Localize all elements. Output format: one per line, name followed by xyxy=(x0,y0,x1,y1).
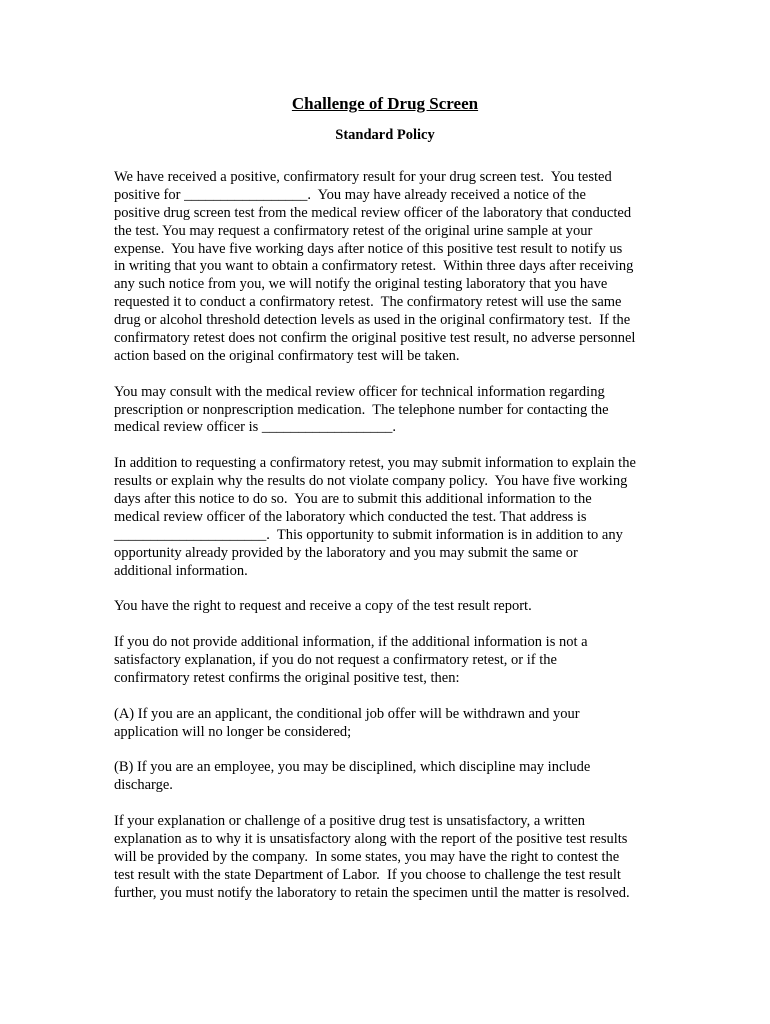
paragraph-employee xyxy=(114,759,674,795)
text-line: explanation as to why it is unsatisfactory along with the report of the positive test results xyxy=(114,830,628,847)
text-line: in writing that you want to obtain a confirmatory retest. Within three days after receiving xyxy=(114,258,634,275)
text-line: If you do not provide additional information, if the additional information is not a xyxy=(114,634,588,651)
text-line: _____________________. This opportunity to submit information is in addition to any xyxy=(114,526,623,543)
text-line: requested it to conduct a confirmatory retest. The confirmatory retest will use the same xyxy=(114,294,622,311)
text-line: test result with the state Department of Labor. If you choose to challenge the test result xyxy=(114,866,621,883)
text-line: action based on the original confirmatory test will be taken. xyxy=(114,347,460,364)
paragraph-retest-notice xyxy=(114,169,674,366)
text-line: additional information. xyxy=(114,562,248,579)
paragraph-additional-info xyxy=(114,455,674,580)
text-line: confirmatory retest confirms the original positive test, then: xyxy=(114,669,460,686)
text-line: further, you must notify the laboratory to retain the specimen until the matter is resolved. xyxy=(114,884,630,901)
paragraph-applicant xyxy=(114,706,674,742)
text-line: expense. You have five working days after notice of this positive test result to notify us xyxy=(114,240,623,257)
text-line: (B) If you are an employee, you may be disciplined, which discipline may include xyxy=(114,759,591,776)
text-line: If your explanation or challenge of a positive drug test is unsatisfactory, a written xyxy=(114,813,585,830)
paragraph-mro-consult xyxy=(114,384,674,438)
text-line: You may consult with the medical review officer for technical information regarding xyxy=(114,383,605,400)
text-line: (A) If you are an applicant, the conditional job offer will be withdrawn and your xyxy=(114,705,580,722)
text-line: You have the right to request and receive a copy of the test result report. xyxy=(114,598,532,615)
text-line: satisfactory explanation, if you do not request a confirmatory retest, or if the xyxy=(114,652,557,669)
text-line: opportunity already provided by the laboratory and you may submit the same or xyxy=(114,544,578,561)
text-line: In addition to requesting a confirmatory retest, you may submit information to explain the xyxy=(114,455,636,472)
text-line: the test. You may request a confirmatory retest of the original urine sample at your xyxy=(114,222,593,239)
text-line: medical review officer of the laboratory which conducted the test. That address is xyxy=(114,508,587,525)
document-title xyxy=(0,94,770,114)
text-line: application will no longer be considered; xyxy=(114,723,352,740)
text-line: positive drug screen test from the medical review officer of the laboratory that conducted xyxy=(114,204,632,221)
text-line: confirmatory retest does not confirm the original positive test result, no adverse personnel xyxy=(114,330,636,347)
text-line: any such notice from you, we will notify the original testing laboratory that you have xyxy=(114,276,608,293)
paragraph-conditions xyxy=(114,634,674,688)
text-line: will be provided by the company. In some states, you may have the right to contest the xyxy=(114,848,620,865)
document-subtitle: Standard Policy xyxy=(335,127,435,143)
document-title-text: Challenge of Drug Screen xyxy=(291,94,479,113)
paragraph-unsatisfactory xyxy=(114,813,674,902)
text-line: days after this notice to do so. You are to submit this additional information to the xyxy=(114,491,592,508)
text-line: discharge. xyxy=(114,777,173,794)
document-body xyxy=(114,169,674,920)
text-line: results or explain why the results do not violate company policy. You have five working xyxy=(114,473,628,490)
text-line: drug or alcohol threshold detection levels as used in the original confirmatory test. If the xyxy=(114,312,631,329)
paragraph-copy-right xyxy=(114,598,674,616)
text-line: medical review officer is __________________. xyxy=(114,419,397,436)
text-line: positive for _________________. You may have already received a notice of the xyxy=(114,186,586,203)
text-line: prescription or nonprescription medication. The telephone number for contacting the xyxy=(114,401,609,418)
text-line: We have received a positive, confirmatory result for your drug screen test. You tested xyxy=(114,169,612,185)
